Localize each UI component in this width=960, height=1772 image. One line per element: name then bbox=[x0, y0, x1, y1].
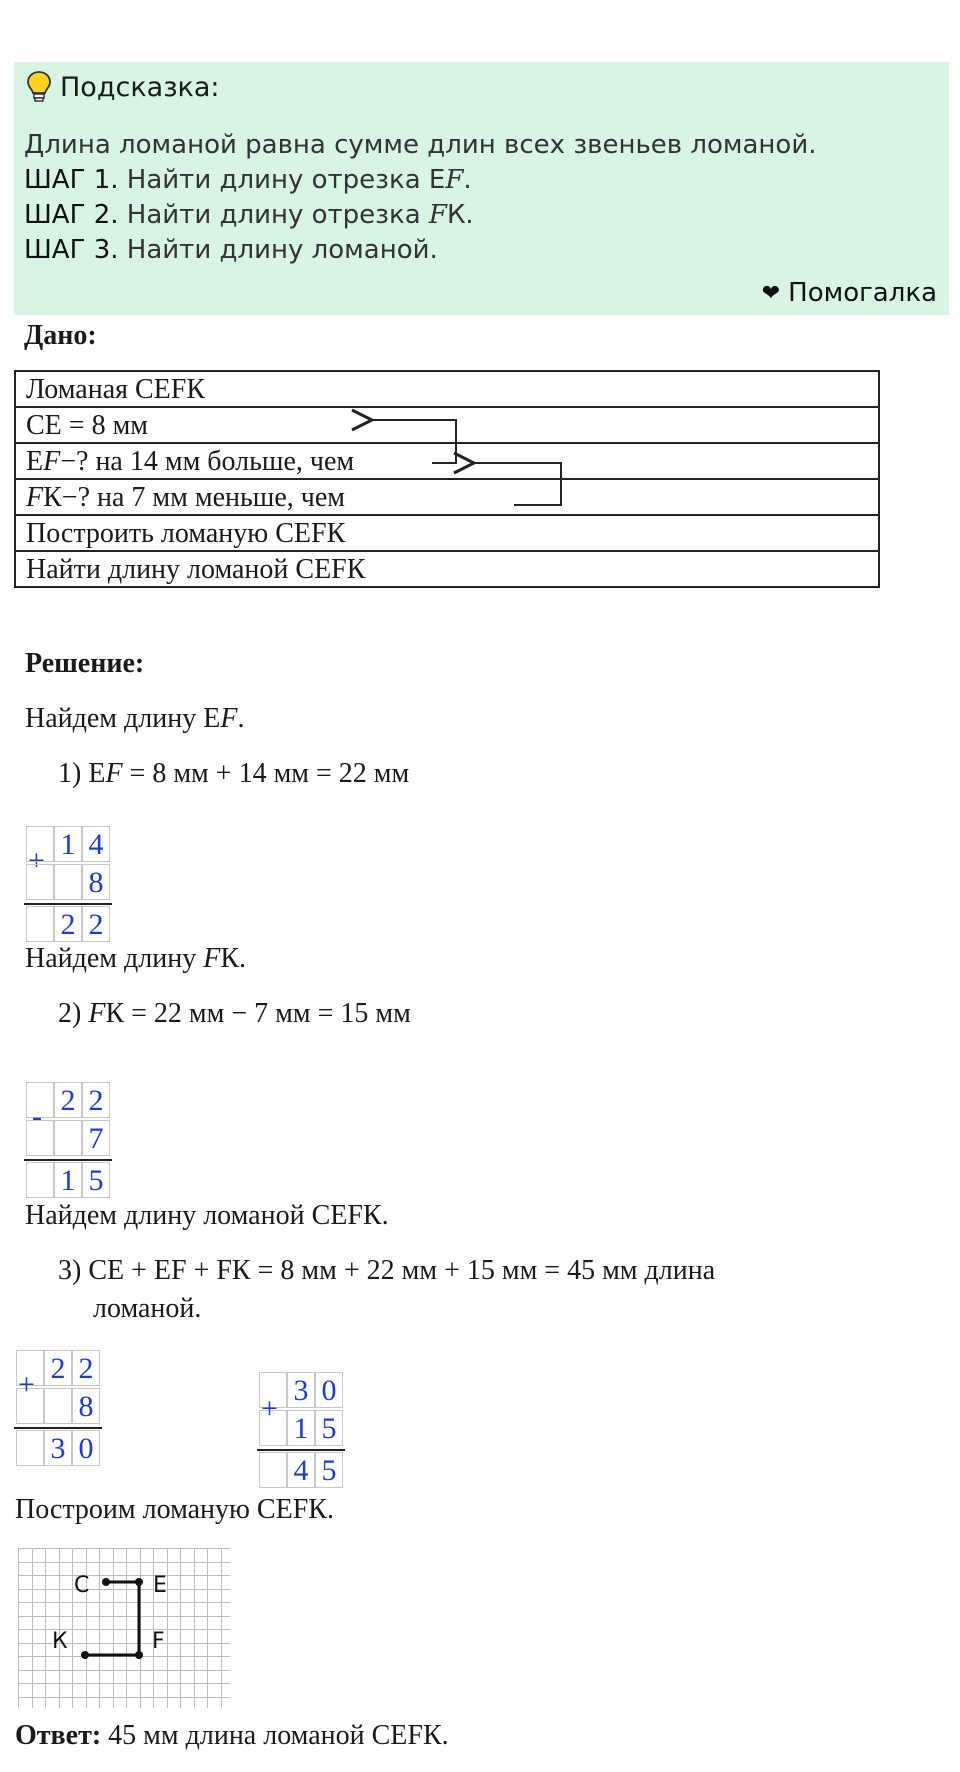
given-row-5: Построить ломаную СЕFК bbox=[16, 516, 878, 552]
given-row-6: Найти длину ломаной СЕFК bbox=[16, 552, 878, 588]
polyline-drawing bbox=[18, 1548, 230, 1713]
hint-header bbox=[26, 70, 220, 104]
grid-svg bbox=[18, 1548, 230, 1708]
label-c: С bbox=[74, 1573, 90, 1598]
label-k: К bbox=[52, 1629, 68, 1654]
given-title: Дано: bbox=[24, 320, 97, 351]
step3-equation-line-1: 3) СЕ + EF + FК = 8 мм + 22 мм + 15 мм = 45 мм длина bbox=[58, 1255, 716, 1286]
answer-text: 45 мм длина ломаной СЕFК. bbox=[101, 1720, 449, 1751]
build-intro: Построим ломаную СЕFК. bbox=[15, 1494, 334, 1525]
hint-line-2: ШАГ 1. Найти длину отрезка EF. bbox=[24, 165, 472, 195]
brand-label: Помогалка bbox=[788, 278, 937, 308]
step1-equation: 1) EF = 8 мм + 14 мм = 22 мм bbox=[58, 758, 410, 789]
step2-equation: 2) FК = 22 мм − 7 мм = 15 мм bbox=[58, 998, 411, 1029]
point-f bbox=[135, 1651, 143, 1659]
hint-box bbox=[14, 62, 949, 315]
hint-title: Подсказка: bbox=[60, 71, 220, 103]
step2-intro: Найдем длину FК. bbox=[25, 943, 247, 974]
given-row-4: FК−? на 7 мм меньше, чем bbox=[16, 480, 878, 516]
step3-equation-line-2: ломаной. bbox=[93, 1293, 202, 1324]
hint-line-4: ШАГ 3. Найти длину ломаной. bbox=[24, 235, 438, 265]
hint-line-3: ШАГ 2. Найти длину отрезка FК. bbox=[24, 200, 474, 230]
step1-intro: Найдем длину EF. bbox=[25, 703, 245, 734]
point-c bbox=[102, 1578, 110, 1586]
label-e: E bbox=[153, 1573, 167, 1598]
given-row-3: EF−? на 14 мм больше, чем bbox=[16, 444, 878, 480]
answer-label: Ответ: bbox=[15, 1720, 102, 1751]
heart-icon: ❤ bbox=[761, 280, 781, 306]
given-table bbox=[14, 370, 880, 588]
label-f: F bbox=[152, 1629, 165, 1654]
given-row-1: Ломаная СЕFК bbox=[16, 372, 878, 408]
solution-title: Решение: bbox=[25, 648, 145, 679]
polyline-cefk bbox=[85, 1582, 139, 1655]
step3-intro: Найдем длину ломаной СЕFК. bbox=[25, 1200, 389, 1231]
hint-line-1: Длина ломаной равна сумме длин всех звеньев ломаной. bbox=[24, 130, 817, 160]
point-e bbox=[135, 1578, 143, 1586]
given-row-2: СЕ = 8 мм bbox=[16, 408, 878, 444]
brand-link[interactable] bbox=[762, 278, 937, 308]
point-k bbox=[81, 1651, 89, 1659]
lightbulb-icon bbox=[26, 70, 52, 104]
answer bbox=[15, 1720, 449, 1752]
